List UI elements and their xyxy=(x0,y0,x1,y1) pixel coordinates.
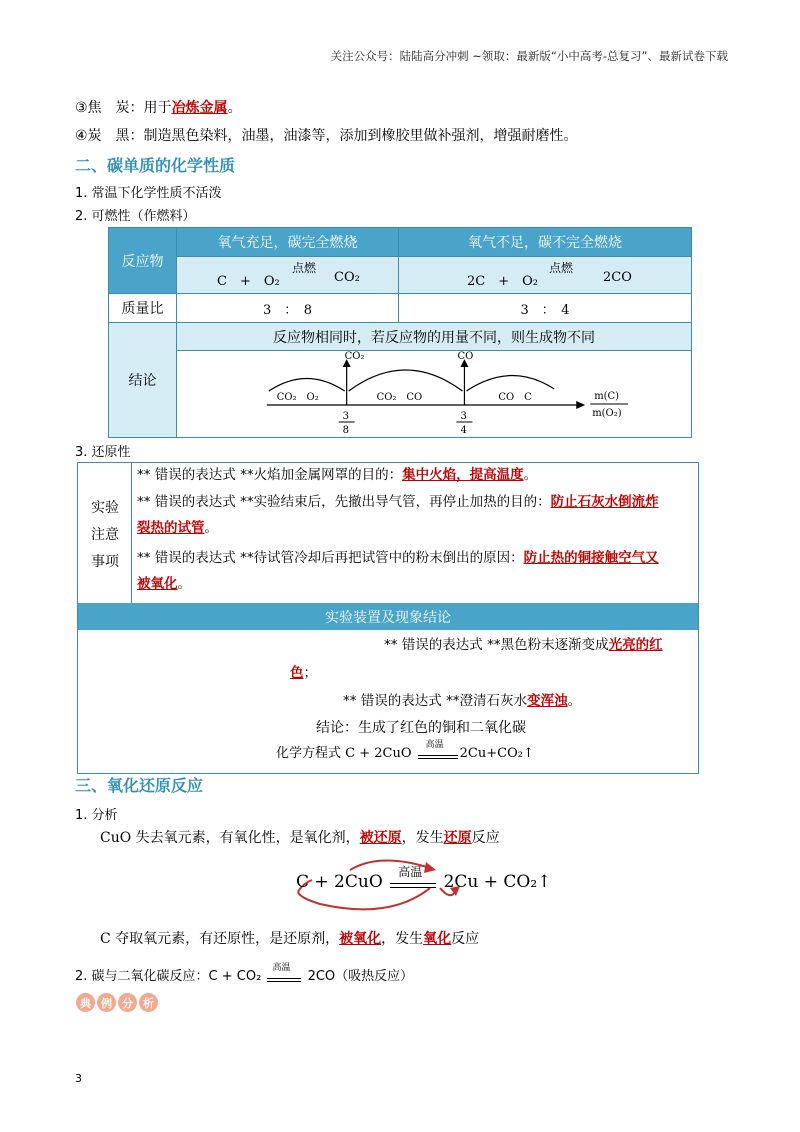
use-jiaotan xyxy=(75,97,242,117)
mass1: 3 ： 8 xyxy=(176,293,398,322)
page-number: 3 xyxy=(75,1072,82,1085)
ratio-diagram xyxy=(176,350,691,437)
eq1-left: C + O₂ xyxy=(217,274,280,289)
use-jiaotan-label: ③焦 炭：用于 xyxy=(75,100,172,116)
obs-1-cont xyxy=(290,661,317,681)
frac1-num: 3 xyxy=(342,410,350,422)
c-co2-right: 2CO（吸热反应） xyxy=(307,969,414,984)
eq2-right: 2CO xyxy=(603,270,632,285)
frac1-den: 8 xyxy=(342,424,350,436)
eq-cond-box xyxy=(416,739,460,761)
frac2-num: 3 xyxy=(460,410,467,422)
eq2-cond: 点燃 xyxy=(549,261,574,275)
note3-red2: 被氧化 xyxy=(137,576,178,592)
eq-right: 2Cu+CO₂↑ xyxy=(459,746,534,761)
use-jiaotan-end: 。 xyxy=(227,100,242,116)
side-label xyxy=(91,495,119,576)
col1-head: 氧气充足，碳完全燃烧 xyxy=(176,228,398,256)
big-eq-cond-box xyxy=(388,864,438,891)
cuo-end: 反应 xyxy=(471,830,500,846)
obs1-red1: 光亮的红 xyxy=(608,637,663,653)
item-1: 1. 常温下化学性质不活泼 xyxy=(75,186,222,201)
item-3: 3. 还原性 xyxy=(75,445,131,460)
cuo-line xyxy=(100,827,500,847)
diagram-seg1: CO₂ O₂ xyxy=(276,391,319,403)
obs2-end: 。 xyxy=(567,693,582,709)
row-reactant: 反应物 xyxy=(109,228,176,293)
eq1-right: CO₂ xyxy=(334,270,360,285)
c-co2-reaction xyxy=(75,962,414,984)
big-eq-right: 2Cu + CO₂↑ xyxy=(443,872,552,892)
eq2-left: 2C + O₂ xyxy=(467,274,538,289)
c-line xyxy=(100,928,479,948)
obs1-text: ** 错误的表达式 **黑色粉末逐渐变成 xyxy=(384,637,609,653)
note2-red2: 裂热的试管 xyxy=(137,520,205,536)
badge-char-3: 分 xyxy=(118,993,137,1012)
obs-1 xyxy=(384,633,663,653)
eq2-cell xyxy=(398,256,691,293)
diagram-seg2: CO₂ CO xyxy=(376,391,423,403)
apparatus-band: 实验装置及现象结论 xyxy=(78,603,698,630)
eq-label: 化学方程式 C + 2CuO xyxy=(276,746,412,761)
note3-red1: 防止热的铜接触空气又 xyxy=(523,550,659,566)
cuo-text: CuO 失去氧元素，有氧化性，是氧化剂， xyxy=(100,830,360,846)
row-conclusion: 结论 xyxy=(109,322,176,437)
c-co2-cond-box xyxy=(265,962,303,984)
diagram-seg3: CO C xyxy=(498,391,532,403)
c-mid: ，发生 xyxy=(381,931,424,947)
eq1-cond: 点燃 xyxy=(292,261,317,275)
badge-char-1: 典 xyxy=(76,993,95,1012)
obs2-text: ** 错误的表达式 **澄清石灰水 xyxy=(343,693,528,709)
mass2: 3 ： 4 xyxy=(398,293,691,322)
note2-text: ** 错误的表达式 **实验结束后，先撤出导气管，再停止加热的目的： xyxy=(137,494,551,510)
conclusion-text: 反应物相同时，若反应物的用量不同，则生成物不同 xyxy=(176,322,691,350)
use-jiaotan-red: 冶炼金属 xyxy=(171,100,228,116)
side-label-3: 事项 xyxy=(91,554,119,570)
c-co2-left: 2. 碳与二氧化碳反应：C + CO₂ xyxy=(75,969,262,984)
c-red1: 被氧化 xyxy=(339,931,382,947)
reduction-table xyxy=(77,462,699,774)
obs2-red: 变浑浊 xyxy=(527,693,568,709)
section-title-2: 二、碳单质的化学性质 xyxy=(75,156,236,175)
badge-char-2: 例 xyxy=(97,993,116,1012)
cuo-red1: 被还原 xyxy=(359,830,402,846)
example-badge xyxy=(76,993,158,1012)
obs1-red2: 色 xyxy=(290,665,304,681)
diagram-top1: CO₂ xyxy=(344,350,365,362)
page-header: 关注公众号：陆陆高分冲刺 ~领取：最新版“小中高考-总复习”、最新试卷下载 xyxy=(330,49,728,63)
note-1 xyxy=(137,462,697,488)
eq1-cell xyxy=(176,256,398,293)
note1-red: 集中火焰，提高温度 xyxy=(402,467,524,483)
note-2 xyxy=(137,489,697,541)
note3-text: ** 错误的表达式 **待试管冷却后再把试管中的粉末倒出的原因： xyxy=(137,550,524,566)
cuo-red2: 还原 xyxy=(443,830,472,846)
side-label-1: 实验 xyxy=(91,500,119,516)
analysis-item: 1. 分析 xyxy=(75,808,118,823)
row-mass: 质量比 xyxy=(109,293,176,322)
axis-num: m(C) xyxy=(594,390,620,402)
c-text: C 夺取氧元素，有还原性，是还原剂， xyxy=(100,931,340,947)
side-label-2: 注意 xyxy=(91,527,119,543)
item-2: 2. 可燃性（作燃料） xyxy=(75,209,196,224)
table2-conclusion: 结论：生成了红色的铜和二氧化碳 xyxy=(316,720,526,736)
note1-text: ** 错误的表达式 **火焰加金属网罩的目的： xyxy=(137,467,403,483)
use-tanhei: ④炭 黑：制造黑色染料，油墨，油漆等，添加到橡胶里做补强剂，增强耐磨性。 xyxy=(75,128,578,144)
big-eq-left: C + 2CuO xyxy=(296,872,383,892)
note-3 xyxy=(137,545,697,597)
axis-den: m(O₂) xyxy=(592,407,622,419)
c-co2-cond: 高温 xyxy=(272,962,291,973)
c-red2: 氧化 xyxy=(423,931,452,947)
note1-end: 。 xyxy=(523,467,538,483)
eq-cond: 高温 xyxy=(425,739,444,750)
obs1-end: ； xyxy=(303,665,317,681)
note2-red1: 防止石灰水倒流炸 xyxy=(550,494,659,510)
note3-end: 。 xyxy=(177,576,191,592)
table2-equation xyxy=(276,739,534,761)
cuo-mid: ，发生 xyxy=(401,830,444,846)
side-label-cell xyxy=(78,463,132,603)
big-equation xyxy=(296,864,552,892)
c-end: 反应 xyxy=(451,931,480,947)
section-title-3: 三、氧化还原反应 xyxy=(75,776,204,795)
col2-head: 氧气不足，碳不完全燃烧 xyxy=(398,228,691,256)
big-eq-cond: 高温 xyxy=(398,864,423,879)
note2-end: 。 xyxy=(204,520,218,536)
badge-char-4: 析 xyxy=(139,993,158,1012)
diagram-top2: CO xyxy=(457,350,474,362)
combustion-table xyxy=(108,227,692,438)
ratio-diagram-svg xyxy=(177,351,691,438)
obs-2 xyxy=(343,689,581,709)
frac2-den: 4 xyxy=(460,424,467,436)
